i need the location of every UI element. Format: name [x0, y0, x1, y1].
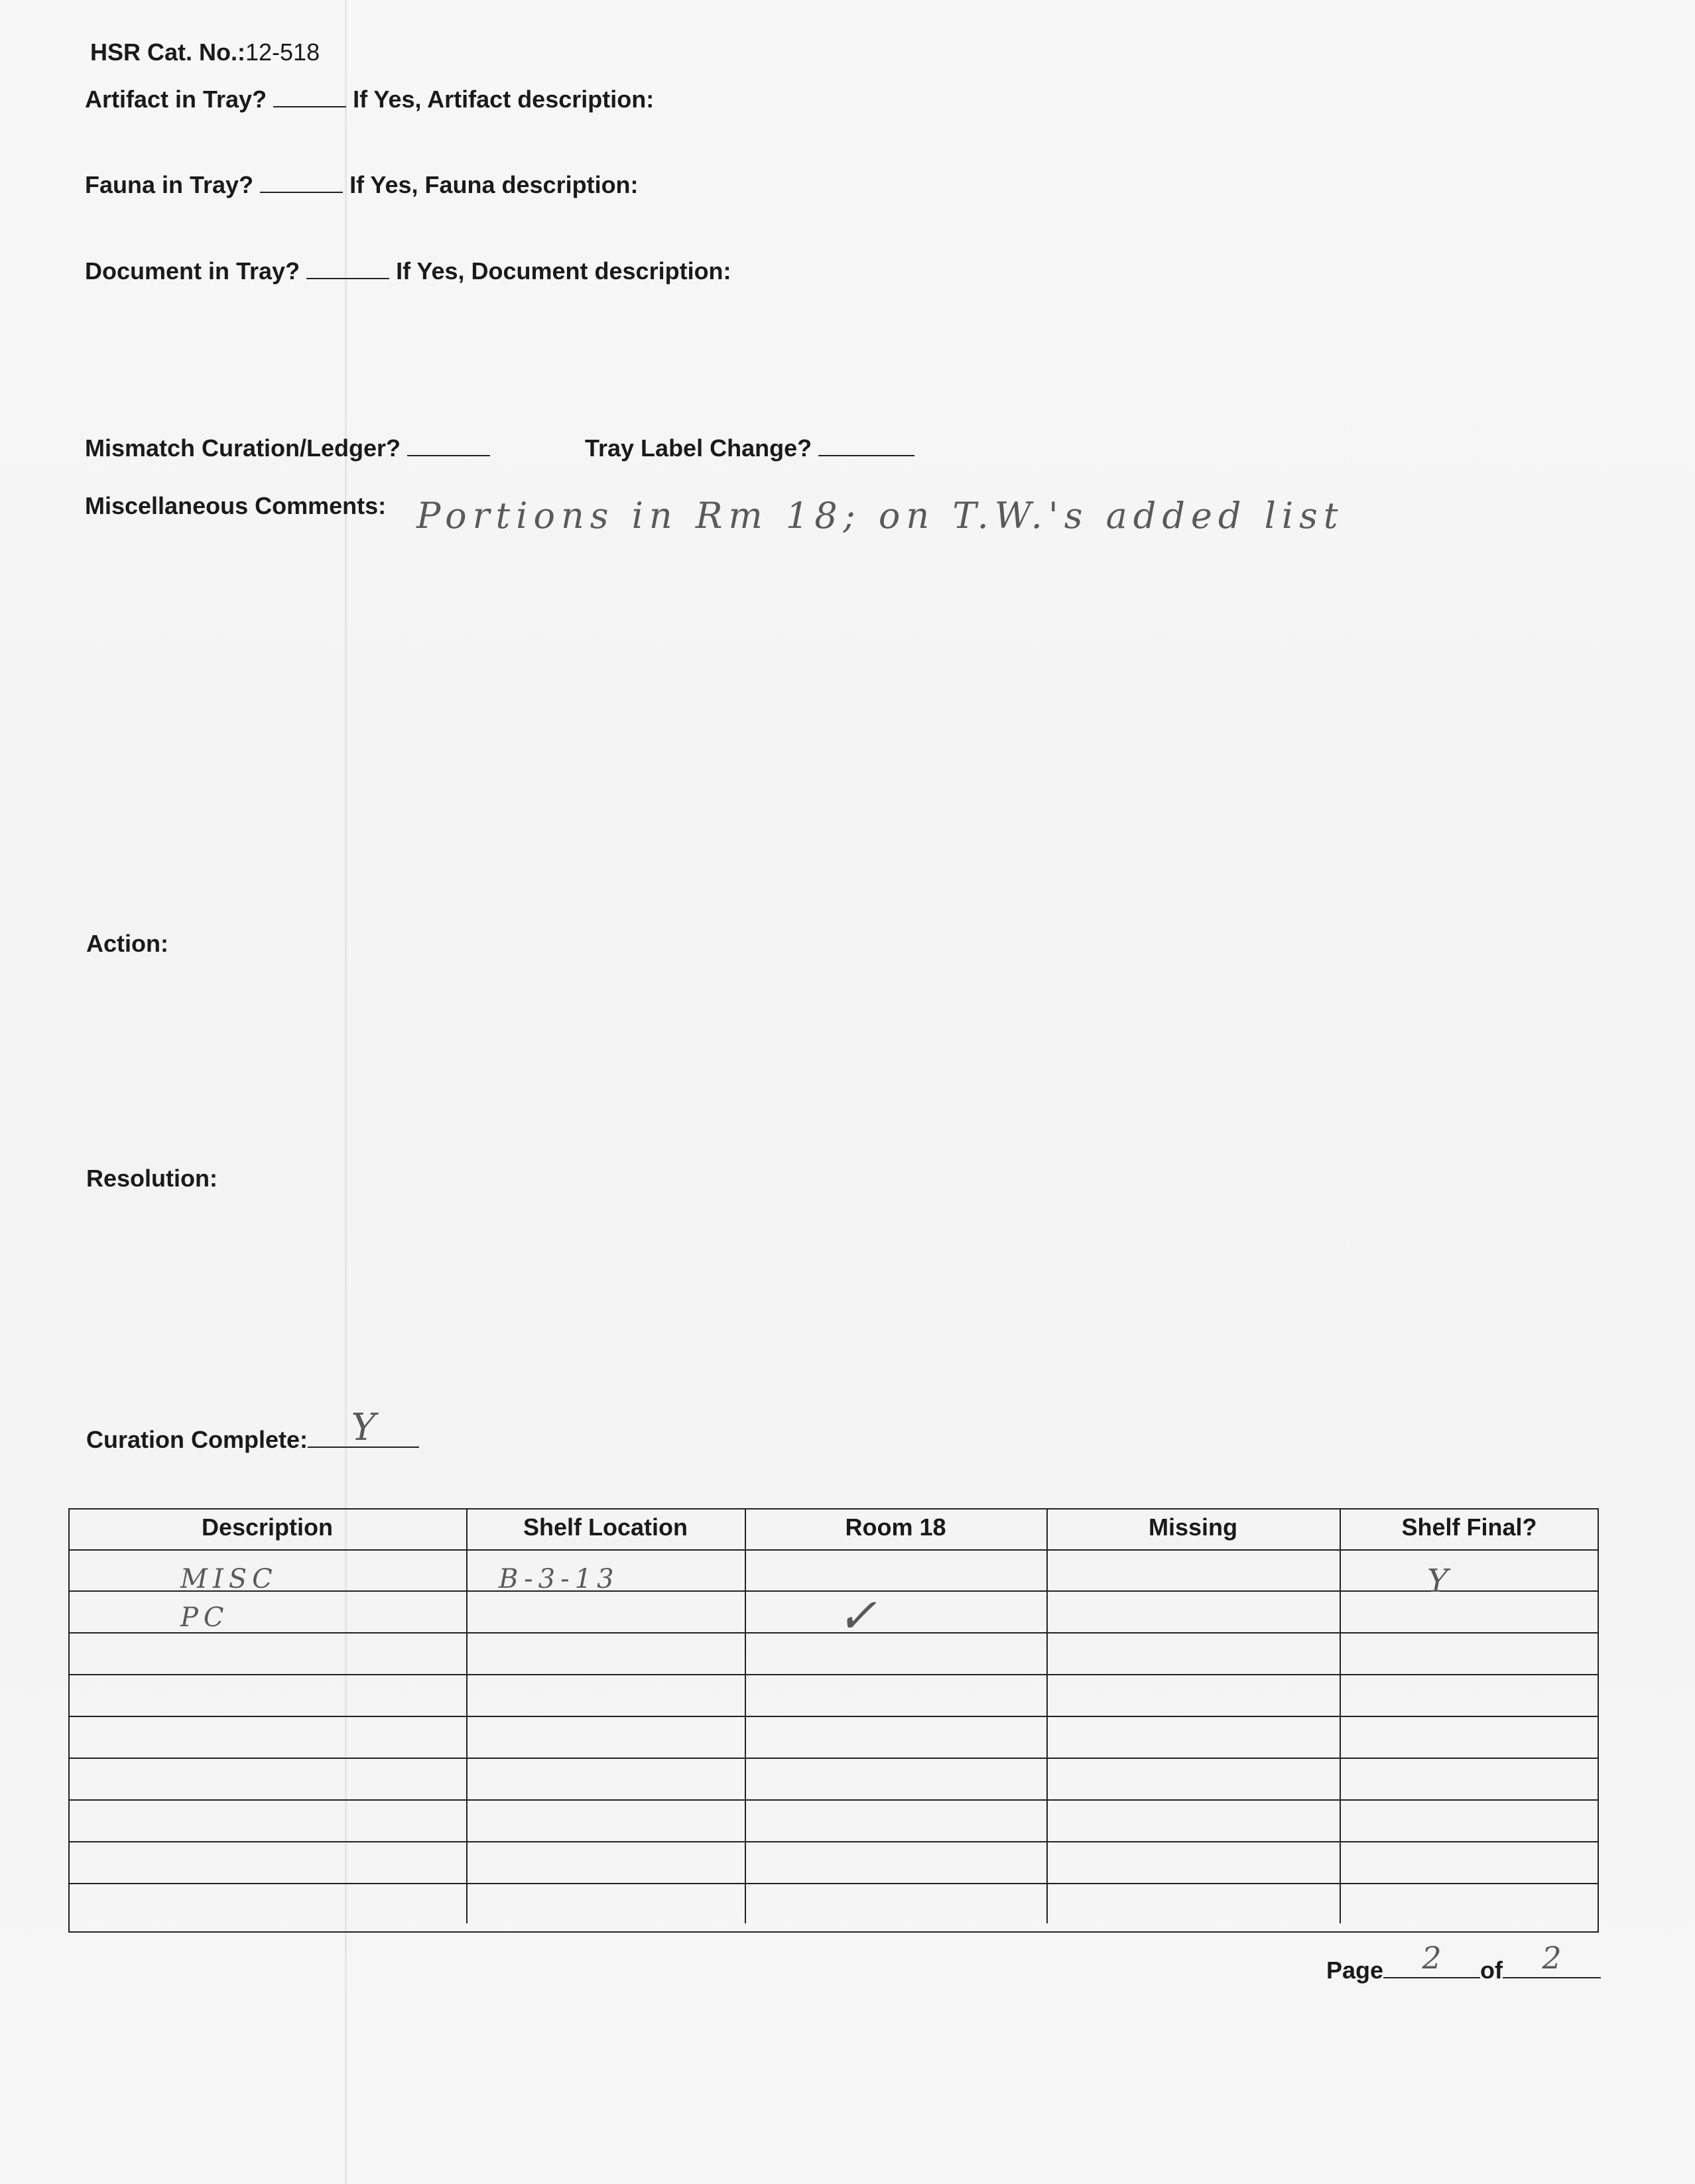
- fauna-question: Fauna in Tray?: [85, 171, 254, 198]
- header-missing: Missing: [1148, 1513, 1237, 1541]
- artifact-answer-blank[interactable]: [273, 86, 346, 107]
- document-answer-blank[interactable]: [306, 258, 389, 279]
- table-rule: [68, 1799, 1599, 1801]
- header-description: Description: [201, 1513, 334, 1541]
- table-rule: [466, 1508, 468, 1923]
- table-rule: [1340, 1508, 1341, 1923]
- catalog-number: [90, 38, 320, 66]
- mismatch-answer-blank[interactable]: [407, 435, 490, 456]
- curation-complete-field: [86, 1406, 419, 1454]
- inventory-table: [68, 1508, 1599, 1933]
- page-label: Page: [1326, 1957, 1384, 1984]
- curation-complete-handwriting: Y: [351, 1406, 376, 1449]
- table-rule: [68, 1716, 1599, 1717]
- action-label: Action:: [86, 930, 168, 957]
- curation-complete-label: Curation Complete:: [86, 1426, 308, 1453]
- table-rule: [68, 1632, 1599, 1634]
- header-shelf-final: Shelf Final?: [1401, 1513, 1537, 1541]
- table-rule: [68, 1508, 70, 1933]
- document-field: [85, 257, 731, 285]
- page-number-blank[interactable]: [1383, 1940, 1480, 1978]
- table-rule: [68, 1883, 1599, 1884]
- cell-description-row2: PC: [180, 1602, 229, 1633]
- document-description-label: If Yes, Document description:: [396, 257, 731, 285]
- table-rule: [745, 1508, 746, 1923]
- tray-label-answer-blank[interactable]: [818, 435, 914, 456]
- total-pages-blank[interactable]: [1503, 1940, 1601, 1978]
- curation-complete-blank[interactable]: [308, 1406, 419, 1449]
- table-rule: [68, 1758, 1599, 1759]
- mismatch-field: [85, 434, 490, 462]
- catalog-number-label: HSR Cat. No.:: [90, 38, 245, 66]
- table-rule: [68, 1931, 1599, 1933]
- header-shelf-location: Shelf Location: [523, 1513, 688, 1541]
- misc-comments-label: Miscellaneous Comments:: [85, 492, 387, 519]
- fauna-answer-blank[interactable]: [260, 172, 343, 193]
- fauna-description-label: If Yes, Fauna description:: [349, 171, 639, 198]
- table-rule: [68, 1508, 1599, 1510]
- artifact-field: [85, 86, 654, 113]
- table-rule: [68, 1590, 1599, 1592]
- cell-description-row1: MISC: [180, 1564, 278, 1594]
- table-rule: [1598, 1508, 1599, 1933]
- mismatch-question: Mismatch Curation/Ledger?: [85, 434, 401, 462]
- total-pages-handwriting: 2: [1542, 1940, 1562, 1976]
- tray-label-field: [585, 434, 914, 462]
- misc-comments-handwriting: Portions in Rm 18; on T.W.'s added list: [416, 495, 1344, 537]
- table-rule: [1046, 1508, 1048, 1923]
- document-question: Document in Tray?: [85, 257, 300, 285]
- table-rule: [68, 1674, 1599, 1675]
- of-label: of: [1480, 1957, 1503, 1984]
- resolution-label: Resolution:: [86, 1165, 218, 1192]
- header-room-18: Room 18: [845, 1513, 946, 1541]
- tray-label-question: Tray Label Change?: [585, 434, 812, 462]
- page-count: [1326, 1940, 1601, 1984]
- artifact-question: Artifact in Tray?: [85, 86, 267, 113]
- catalog-number-value: 12-518: [245, 38, 320, 66]
- cell-room18-checkmark: ✓: [837, 1588, 877, 1643]
- fauna-field: [85, 171, 639, 199]
- artifact-description-label: If Yes, Artifact description:: [353, 86, 655, 113]
- table-rule: [68, 1841, 1599, 1842]
- table-rule: [68, 1549, 1599, 1551]
- page-number-handwriting: 2: [1422, 1940, 1442, 1976]
- cell-shelf-final-row1: Y: [1427, 1563, 1448, 1600]
- cell-shelf-location-row1: B-3-13: [499, 1564, 619, 1594]
